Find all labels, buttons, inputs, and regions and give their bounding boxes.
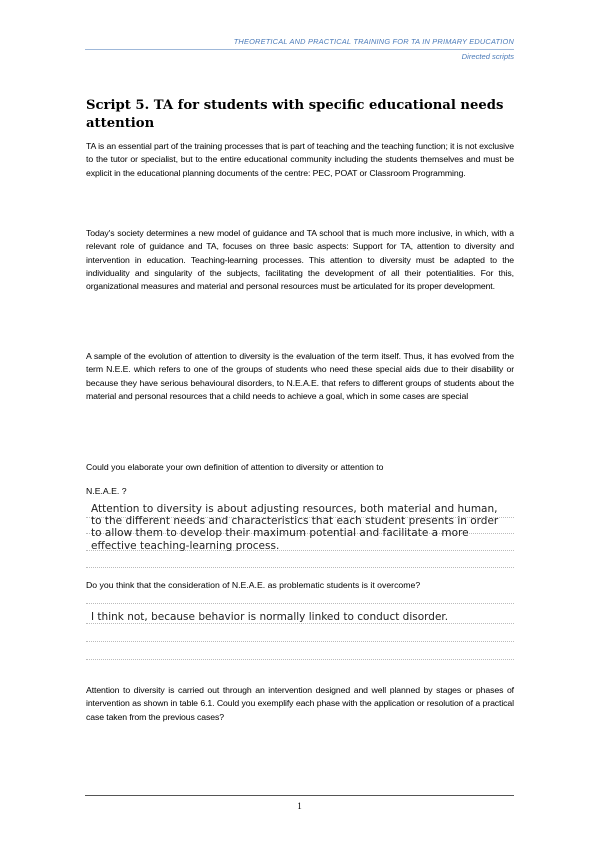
question-2: Do you think that the consideration of N.E.A.E. as problematic students is it overcome? xyxy=(86,580,421,590)
answer-1-text[interactable]: Attention to diversity is about adjusting resources, both material and human, to the different needs and characteristics that each student presents in order to allow them to develop their maximum potential and facilitate a more effective teaching-learning process. xyxy=(91,503,499,552)
page-number: 1 xyxy=(297,801,302,811)
header-section-label: Directed scripts xyxy=(461,52,514,61)
paragraph-society: Today's society determines a new model of guidance and TA school that is much more inclusive, in which, with a relevant role of guidance and TA, focuses on three basic aspects: Support for TA, attention to diversity and intervention in education. Teaching-learning processes. This attention to diversity must be adapted to the individuality and singularity of the subjects, facilitating the development of all their potentialities. For this, organizational measures and material and personal resources must be articulated for its proper development. xyxy=(86,228,514,292)
script-title: Script 5. TA for students with specific educational needs attention xyxy=(86,98,504,131)
question-1: Could you elaborate your own definition of attention to diversity or attention to xyxy=(86,462,384,472)
answer-2-text[interactable]: I think not, because behavior is normally linked to conduct disorder. xyxy=(91,611,449,623)
paragraph-evolution: A sample of the evolution of attention to diversity is the evaluation of the term itself. Thus, it has evolved from the term N.E.E. which refers to one of the groups of students who need these special aids due to their disability or because they have serious behavioural disorders, to N.E.A.E. that refers to different groups of students about the material and personal resources that a child needs to achieve a goal, which in some cases are special xyxy=(86,351,514,401)
header-course-title: THEORETICAL AND PRACTICAL TRAINING FOR TA IN PRIMARY EDUCATION xyxy=(233,37,514,46)
answer-line xyxy=(86,659,514,660)
header-divider xyxy=(85,49,514,50)
answer-line xyxy=(86,641,514,642)
answer-line xyxy=(86,567,514,568)
footer-divider xyxy=(85,795,514,796)
paragraph-closing: Attention to diversity is carried out through an intervention designed and well planned by stages or phases of intervention as shown in table 6.1. Could you exemplify each phase with the application or resolution of a practical case taken from the previous cases? xyxy=(86,685,514,722)
question-1-tail: N.E.A.E. ? xyxy=(86,486,127,496)
paragraph-intro: TA is an essential part of the training processes that is part of teaching and the teaching function; it is not exclusive to the tutor or specialist, but to the entire educational community including the students themselves and must be explicit in the educational planning documents of the centre: PEC, POAT or Classroom Programming. xyxy=(86,141,514,178)
answer-line xyxy=(86,603,514,604)
